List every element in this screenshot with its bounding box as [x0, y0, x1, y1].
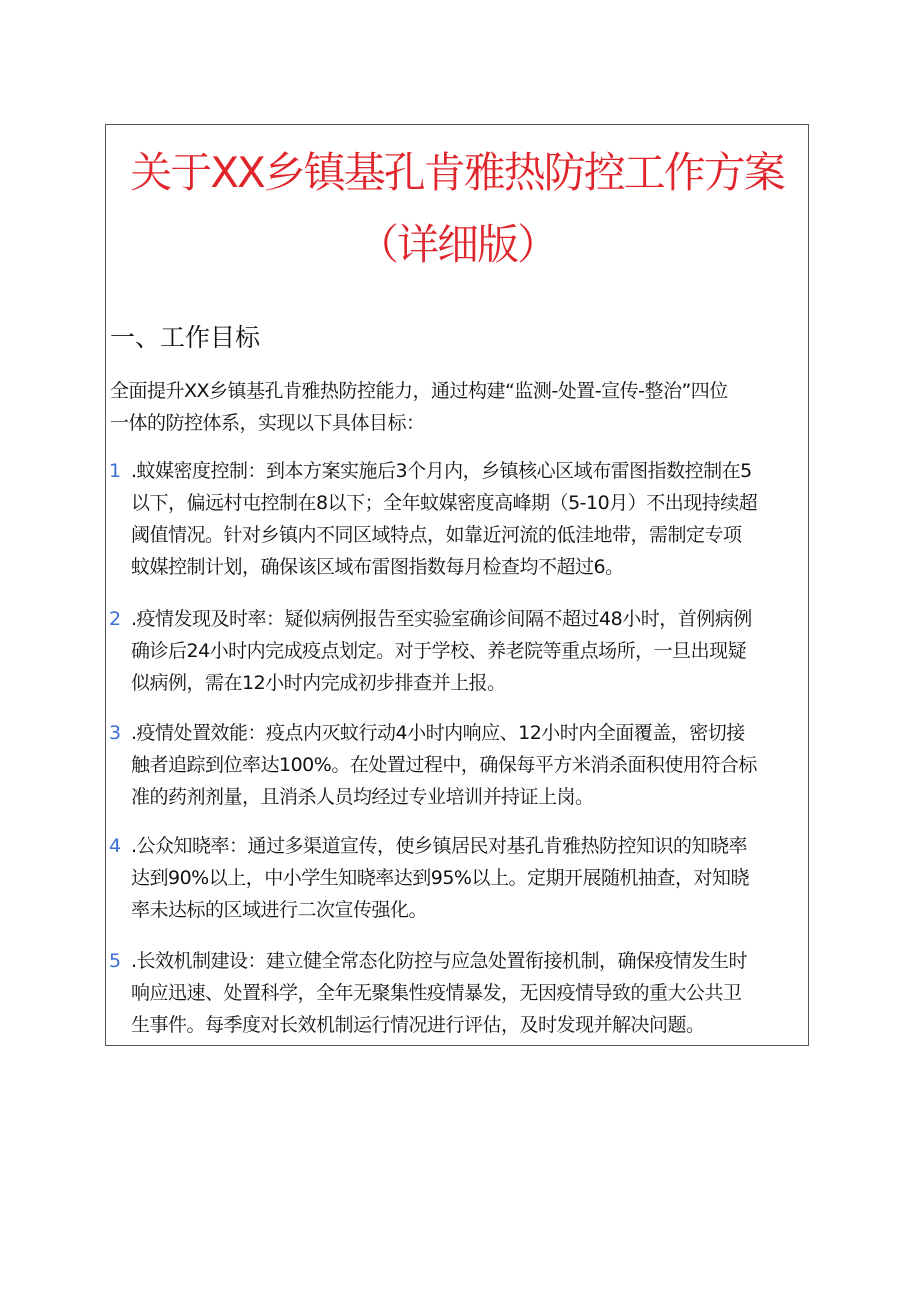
- item-line: 确诊后24小时内完成疫点划定。对于学校、养老院等重点场所，一旦出现疑: [131, 640, 747, 662]
- item-text: [131, 455, 757, 583]
- item-number: 5: [109, 950, 122, 972]
- item-text: [131, 603, 752, 699]
- item-text: [131, 830, 749, 926]
- item-line: 率未达标的区域进行二次宣传强化。: [131, 899, 428, 921]
- item-line: .疫情发现及时率：疑似病例报告至实验室确诊间隔不超过48小时，首例病例: [131, 608, 752, 630]
- item-number: 4: [109, 835, 122, 857]
- item-number: 3: [109, 722, 122, 744]
- item-line: 达到90%以上，中小学生知晓率达到95%以上。定期开展随机抽查，对知晓: [131, 867, 749, 889]
- item-line: 阈值情况。针对乡镇内不同区域特点，如靠近河流的低洼地带，需制定专项: [131, 524, 742, 546]
- item-line: 响应迅速、处置科学，全年无聚集性疫情暴发，无因疫情导致的重大公共卫: [131, 982, 742, 1004]
- item-text: [131, 717, 757, 813]
- section-heading: 一、工作目标: [110, 323, 261, 352]
- document-title: 关于XX乡镇基孔肯雅热防控工作方案: [130, 148, 784, 197]
- item-line: 准的药剂剂量，且消杀人员均经过专业培训并持证上岗。: [131, 786, 594, 808]
- item-number: 1: [109, 460, 122, 482]
- item-line: .公众知晓率：通过多渠道宣传，使乡镇居民对基孔肯雅热防控知识的知晓率: [131, 835, 748, 857]
- item-number: 2: [109, 608, 122, 630]
- intro-line: 全面提升XX乡镇基孔肯雅热防控能力，通过构建“监测-处置-宣传-整治”四位: [110, 380, 728, 402]
- item-text: [131, 945, 747, 1041]
- item-line: .疫情处置效能：疫点内灭蚊行动4小时内响应、12小时内全面覆盖，密切接: [131, 722, 745, 744]
- item-line: .长效机制建设：建立健全常态化防控与应急处置衔接机制，确保疫情发生时: [131, 950, 748, 972]
- document-frame: [105, 124, 809, 1046]
- item-line: 触者追踪到位率达100%。在处置过程中，确保每平方米消杀面积使用符合标: [131, 754, 757, 776]
- item-line: 蚊媒控制计划，确保该区域布雷图指数每月检查均不超过6。: [131, 556, 624, 578]
- item-line: 以下，偏远村屯控制在8以下；全年蚊媒密度高峰期（5-10月）不出现持续超: [131, 492, 758, 514]
- item-line: .蚊媒密度控制：到本方案实施后3个月内，乡镇核心区域布雷图指数控制在5: [131, 460, 752, 482]
- document-subtitle: （详细版）: [356, 220, 557, 269]
- intro-line: 一体的防控体系，实现以下具体目标：: [110, 412, 425, 434]
- item-line: 似病例，需在12小时内完成初步排查并上报。: [131, 672, 506, 694]
- item-line: 生事件。每季度对长效机制运行情况进行评估，及时发现并解决问题。: [131, 1014, 705, 1036]
- intro-paragraph: [110, 375, 728, 439]
